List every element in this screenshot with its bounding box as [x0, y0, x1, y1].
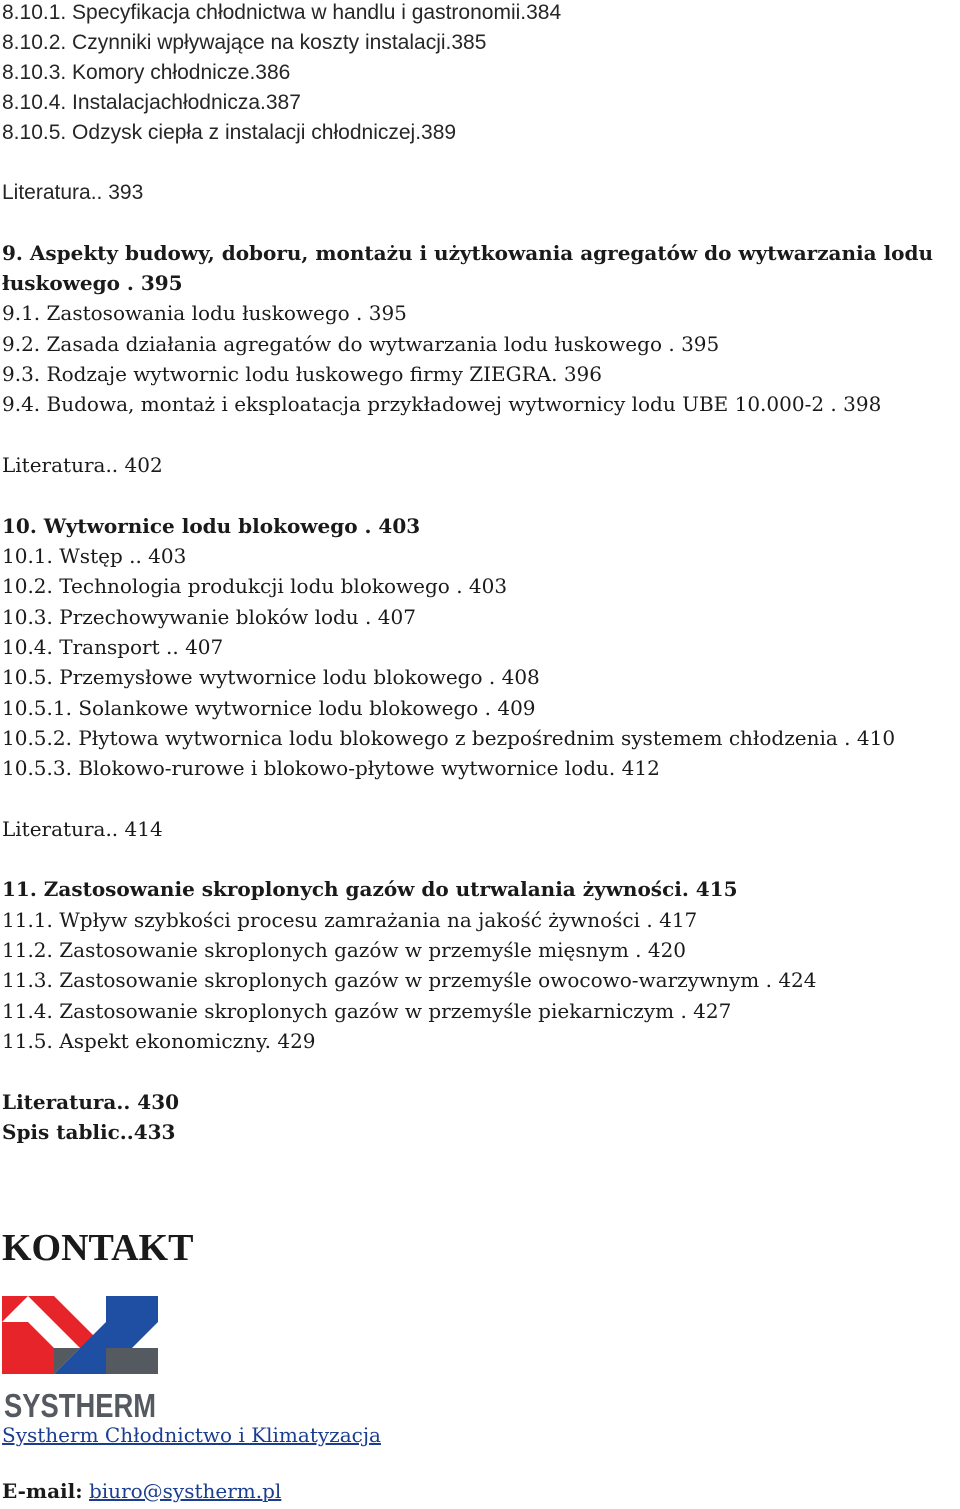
- email-row: [2, 1478, 281, 1504]
- literature-entry: Literatura.. 430: [2, 1090, 180, 1114]
- systherm-logo: [2, 1296, 158, 1424]
- email-label: E-mail:: [2, 1479, 83, 1503]
- toc-entry: 11.3. Zastosowanie skroplonych gazów w przemyśle owocowo-warzywnym . 424: [2, 968, 817, 992]
- toc-entry: 10.5.3. Blokowo-rurowe i blokowo-płytowe wytwornice lodu. 412: [2, 756, 660, 780]
- email-link[interactable]: biuro@systherm.pl: [88, 1479, 282, 1503]
- toc-entry: 10.5. Przemysłowe wytwornice lodu blokowego . 408: [2, 665, 540, 689]
- toc-entry: 11.5. Aspekt ekonomiczny. 429: [2, 1029, 316, 1053]
- logo-gray-shape: [106, 1348, 158, 1374]
- logo-text: SYSTHERM: [4, 1387, 156, 1424]
- literature-entry: Literatura.. 393: [2, 181, 144, 204]
- toc-entry: 11.1. Wpływ szybkości procesu zamrażania na jakość żywności . 417: [2, 908, 698, 932]
- toc-entry: 9.1. Zastosowania lodu łuskowego . 395: [2, 301, 407, 325]
- literature-entry: Literatura.. 414: [2, 817, 163, 841]
- contact-heading: KONTAKT: [2, 1227, 194, 1269]
- company-link[interactable]: Systherm Chłodnictwo i Klimatyzacja: [2, 1423, 381, 1447]
- toc-entry: 10.3. Przechowywanie bloków lodu . 407: [2, 605, 416, 629]
- chapter-title-continued: łuskowego . 395: [2, 271, 183, 295]
- toc-entry: 10.5.2. Płytowa wytwornica lodu blokowego z bezpośrednim systemem chłodzenia . 410: [2, 726, 896, 750]
- toc-entry: 10.1. Wstęp .. 403: [2, 544, 187, 568]
- literature-entry: Literatura.. 402: [2, 453, 163, 477]
- toc-entry: 9.3. Rodzaje wytwornic lodu łuskowego firmy ZIEGRA. 396: [2, 362, 602, 386]
- toc-entry: 10.4. Transport .. 407: [2, 635, 224, 659]
- toc-entry: 10.2. Technologia produkcji lodu blokowego . 403: [2, 574, 508, 598]
- chapter-title: 10. Wytwornice lodu blokowego . 403: [2, 514, 421, 538]
- toc-entry: 11.2. Zastosowanie skroplonych gazów w przemyśle mięsnym . 420: [2, 938, 687, 962]
- toc-entry: 8.10.5. Odzysk ciepła z instalacji chłodniczej.389: [2, 121, 457, 144]
- toc-entry: 8.10.3. Komory chłodnicze.386: [2, 61, 291, 84]
- toc-entry: 11.4. Zastosowanie skroplonych gazów w przemyśle piekarniczym . 427: [2, 999, 732, 1023]
- toc-entry: 8.10.4. Instalacjachłodnicza.387: [2, 91, 301, 114]
- toc-entry: 8.10.1. Specyfikacja chłodnictwa w handlu i gastronomii.384: [2, 1, 562, 24]
- toc-entry: 8.10.2. Czynniki wpływające na koszty instalacji.385: [2, 31, 487, 54]
- toc-entry: 9.2. Zasada działania agregatów do wytwarzania lodu łuskowego . 395: [2, 332, 720, 356]
- tables-list-entry: Spis tablic..433: [2, 1120, 176, 1144]
- toc-entry: 9.4. Budowa, montaż i eksploatacja przykładowej wytwornicy lodu UBE 10.000-2 . 398: [2, 392, 882, 416]
- chapter-title: 9. Aspekty budowy, doboru, montażu i użytkowania agregatów do wytwarzania lodu: [2, 241, 934, 265]
- toc-entry: 10.5.1. Solankowe wytwornice lodu blokowego . 409: [2, 696, 536, 720]
- chapter-title: 11. Zastosowanie skroplonych gazów do utrwalania żywności. 415: [2, 877, 738, 901]
